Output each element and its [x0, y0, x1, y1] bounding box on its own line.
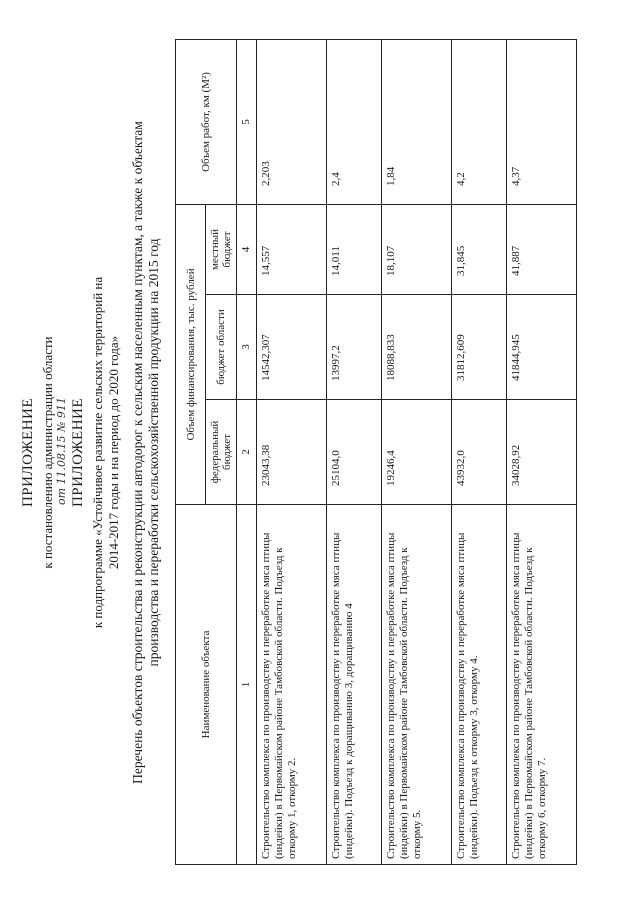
table-row: [327, 39, 382, 864]
decree-reference: к постановлению администрации области: [40, 336, 55, 569]
local-budget: 14,557: [257, 204, 327, 294]
header-federal: федеральный бюджет: [206, 400, 237, 505]
table-row: [382, 39, 452, 864]
table-row: [452, 39, 507, 864]
federal-budget: 19246,4: [382, 400, 452, 505]
index-cell: 3: [237, 295, 257, 400]
regional-budget: 31812,609: [452, 295, 507, 400]
federal-budget: 25104,0: [327, 400, 382, 505]
caption-line-2: производства и переработки сельскохозяйственной продукции на 2015 год: [146, 238, 161, 667]
object-name: Строительство комплекса по производству и переработке мяса птицы (индейки). Подъезд к доращиванию 3, доращиванию 4: [327, 505, 382, 865]
object-name: Строительство комплекса по производству и переработке мяса птицы (индейки). Подъезд к откорму 3, откорму 4.: [452, 505, 507, 865]
regional-budget: 18088,833: [382, 295, 452, 400]
header-volume: Объем работ, км (М²): [176, 39, 237, 204]
caption-line-1: Перечень объектов строительства и реконструкции автодорог к сельским населенным пунктам, а также к объектам: [130, 121, 145, 784]
index-cell: 4: [237, 204, 257, 294]
appendix-title: ПРИЛОЖЕНИЕ: [20, 397, 36, 508]
appendix-title-2: ПРИЛОЖЕНИЕ: [70, 397, 86, 508]
index-cell: 5: [237, 39, 257, 204]
regional-budget: 14542,307: [257, 295, 327, 400]
regional-budget: 13997,2: [327, 295, 382, 400]
regional-budget: 41844,945: [507, 295, 577, 400]
federal-budget: 23043,38: [257, 400, 327, 505]
local-budget: 41,887: [507, 204, 577, 294]
subprogram-line: к подпрограмме «Устойчивое развитие сельских территорий на: [90, 276, 105, 629]
header-regional: бюджет области: [206, 295, 237, 400]
table-caption: [130, 40, 162, 865]
local-budget: 18,107: [382, 204, 452, 294]
object-name: Строительство комплекса по производству и переработке мяса птицы (индейки) в Первомайском районе Тамбовской области. Подъезд к откорму 1, откорму 2.: [257, 505, 327, 865]
table-row: [507, 39, 577, 864]
header-financing: Объем финансирования, тыс. рублей: [176, 204, 206, 504]
subprogram-period: 2014-2017 годы и на период до 2020 года»: [106, 335, 121, 570]
object-name: Строительство комплекса по производству и переработке мяса птицы (индейки) в Первомайском районе Тамбовской области. Подъезд к откорму 5.: [382, 505, 452, 865]
header-object-name: Наименование объекта: [176, 505, 237, 865]
index-cell: 1: [237, 505, 257, 865]
index-cell: 2: [237, 400, 257, 505]
handwritten-date-number: от 11.08.15 № 911: [55, 397, 68, 505]
federal-budget: 34028,92: [507, 400, 577, 505]
work-volume: 2,4: [327, 39, 382, 204]
work-volume: 2,203: [257, 39, 327, 204]
federal-budget: 43932,0: [452, 400, 507, 505]
header-local: местный бюджет: [206, 204, 237, 294]
table-row: [257, 39, 327, 864]
object-name: Строительство комплекса по производству и переработке мяса птицы (индейки) в Первомайском районе Тамбовской области. Подъезд к откорму 6, откорму 7.: [507, 505, 577, 865]
objects-table: [175, 39, 577, 865]
work-volume: 4,2: [452, 39, 507, 204]
local-budget: 14,011: [327, 204, 382, 294]
work-volume: 1,84: [382, 39, 452, 204]
work-volume: 4,37: [507, 39, 577, 204]
local-budget: 31,845: [452, 204, 507, 294]
